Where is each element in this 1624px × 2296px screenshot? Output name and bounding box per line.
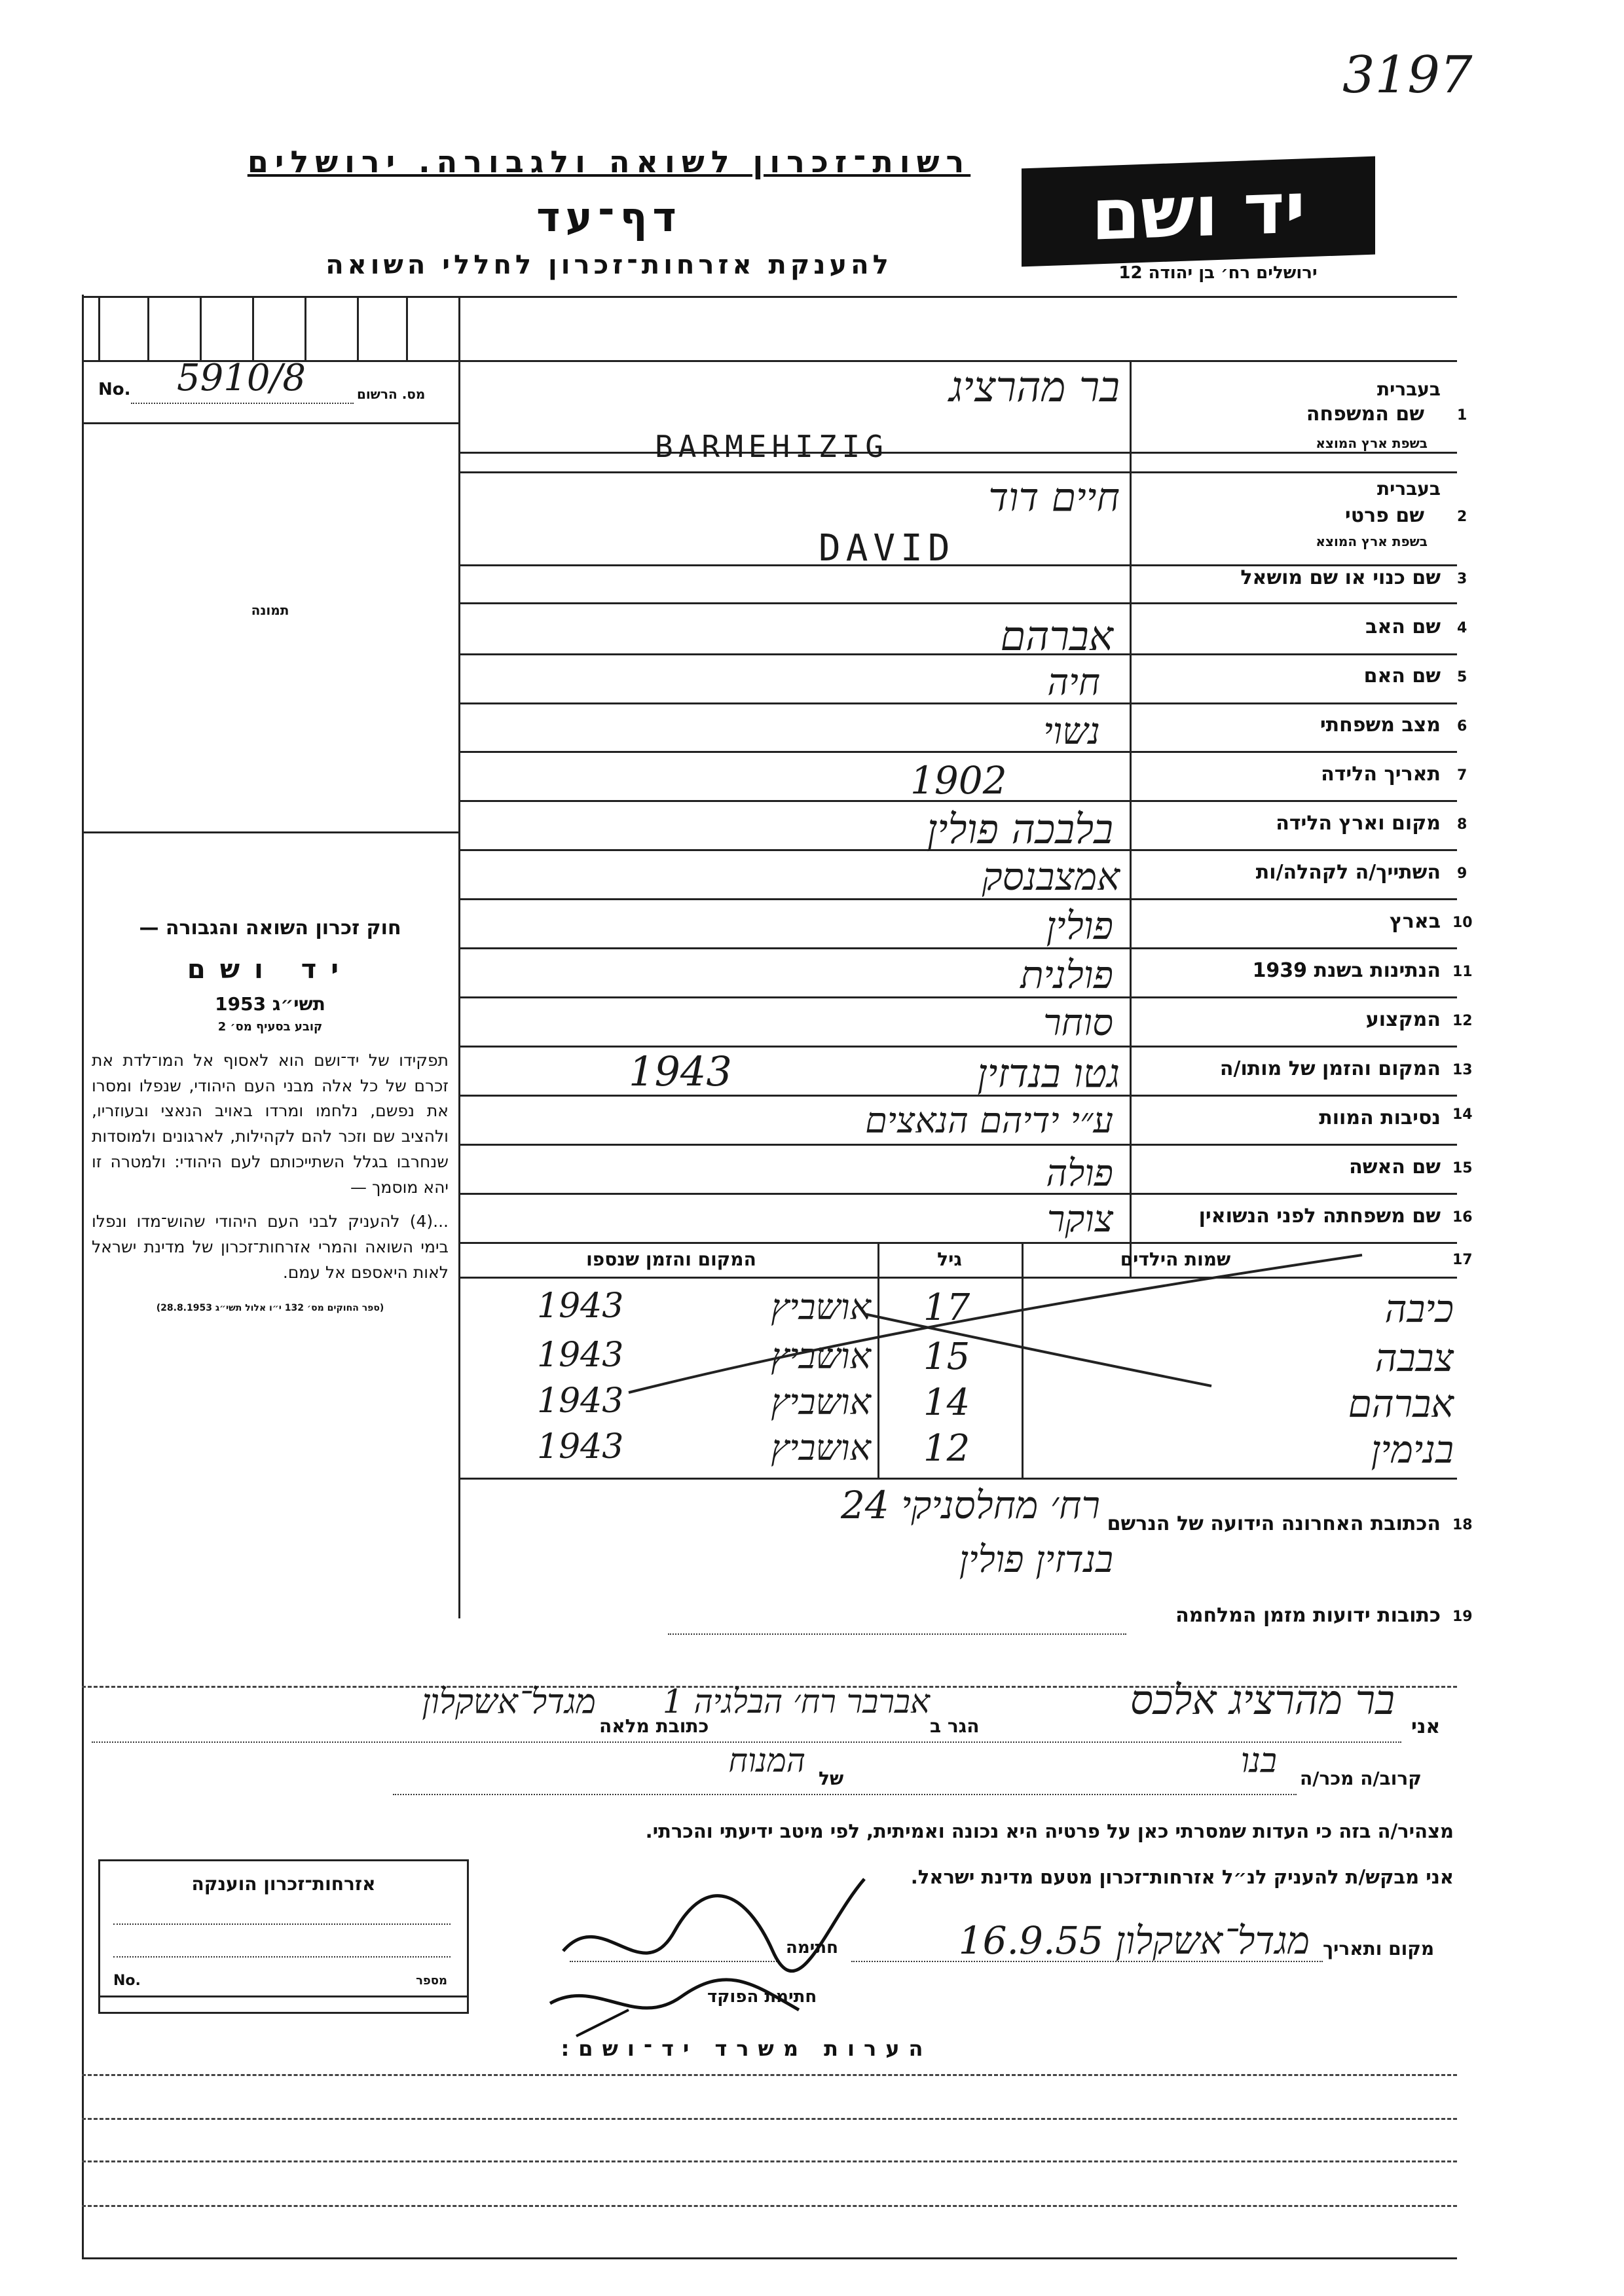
- row-number-11: 11: [1452, 964, 1473, 980]
- row-number-9: 9: [1457, 866, 1467, 882]
- authority-name: רשות־זכרון לשואה ולגבורה. ירושלים: [247, 144, 971, 179]
- of-value: המנוח: [728, 1741, 805, 1779]
- law-paragraph-2: ...(4) להעניק לבני העם היהודי שהוש־מדו ונפלו בימי השואה והמרי אזרחות־זכרון של מדינת ישראל לאות היאספם אל עמם.: [92, 1212, 449, 1282]
- strike-marks: [458, 1242, 1457, 1478]
- signature-scribble: [537, 1853, 877, 2049]
- row-number-18: 18: [1452, 1517, 1473, 1533]
- label-death-place-time: המקום והזמן של מותו/ה: [1219, 1057, 1441, 1080]
- law-title: חוק זכרון השואה והגבורה —: [139, 917, 401, 939]
- archive-number: 3197: [1342, 46, 1473, 105]
- child-age: 14: [923, 1381, 970, 1424]
- declaration-request: אני מבקש/ת להעניק לנ״ל אזרחות־זכרון מטעם מדינת ישראל.: [910, 1866, 1454, 1888]
- value-surname-native: BARMEHIZIG: [655, 429, 889, 464]
- label-marital: מצב משפחתי: [1320, 714, 1441, 737]
- resides-value: אברבר רח׳ הבלגיה 1: [662, 1683, 930, 1721]
- row-number-19: 19: [1452, 1609, 1473, 1625]
- law-paragraph-1: תפקידו של יד־ושם הוא לאסוף אל המו־לדת את זכרם של כל אלה מבני העם היהודי, שנפלו ומסרו את נפשם, נלחמו ומרדו באויב הנאצי ובעוזריו, ולהציב שם וזכר להם לקהילות, לארגונים ולמוסדות שנחרבו בגלל השתייכותם לעם היהודי: ולמטרה זו יהא מוסמך —: [92, 1050, 449, 1197]
- label-mother: שם האם: [1363, 665, 1441, 687]
- child-name: אברהם: [1348, 1381, 1454, 1426]
- child-place: אושביץ: [771, 1427, 871, 1468]
- label-citizenship: הנתינות בשנת 1939: [1252, 959, 1441, 982]
- value-marital: נשוי: [1043, 710, 1100, 753]
- logo-address: ירושלים רח׳ בן יהודה 12: [1118, 263, 1318, 283]
- relative-label: קרוב/ה מכר/ה: [1300, 1768, 1422, 1789]
- label-birth-date: תאריך הלידה: [1321, 763, 1441, 786]
- award-box-number-label: מספר: [416, 1974, 447, 1988]
- in-hebrew-label-2: בעברית: [1376, 478, 1441, 500]
- value-community: אמצבנסק: [982, 854, 1120, 899]
- child-place: אושביץ: [771, 1286, 871, 1328]
- row-number-17: 17: [1452, 1252, 1473, 1268]
- label-wartime-addresses: כתובות ידועות מזמן המלחמה: [1175, 1604, 1441, 1627]
- label-surname: שם המשפחה: [1306, 403, 1424, 426]
- row-number-5: 5: [1457, 669, 1467, 685]
- place-date-label: מקום ותאריך: [1323, 1938, 1435, 1959]
- photo-label: תמונה: [251, 602, 289, 618]
- page-title: דף־עד: [536, 193, 682, 241]
- value-address-line-2: בנדזין פולין: [959, 1539, 1113, 1581]
- official-signature-label: חתימת הפוקד: [707, 1987, 817, 2007]
- value-profession: סוחר: [1043, 1002, 1113, 1044]
- law-clause: קובע בסעיף מס׳ 2: [217, 1019, 323, 1034]
- registration-no-label: No.: [98, 380, 131, 399]
- row-number-10: 10: [1452, 915, 1473, 931]
- law-name: יד ושם: [187, 954, 354, 985]
- law-year: תשי״ג 1953: [215, 993, 325, 1015]
- child-age: 17: [923, 1286, 970, 1329]
- yad-vashem-logo: יד ושם: [1022, 156, 1375, 267]
- law-sidebar: [92, 913, 449, 1315]
- label-birth-place: מקום וארץ הלידה: [1276, 812, 1441, 835]
- value-wife-maiden: צוקר: [1046, 1198, 1113, 1241]
- child-name: בנימין: [1371, 1427, 1454, 1472]
- signature-label: חתימה: [786, 1938, 838, 1958]
- child-age: 15: [923, 1336, 970, 1378]
- row-number-4: 4: [1457, 620, 1467, 636]
- label-age: גיל: [937, 1248, 962, 1270]
- label-place-time-perished: המקום והזמן שנספו: [586, 1248, 756, 1270]
- child-place: אושביץ: [771, 1381, 871, 1423]
- in-native-label-1: בשפת ארץ המוצא: [1316, 435, 1428, 451]
- registration-number: 5910/8: [177, 357, 306, 399]
- value-country: פולין: [1046, 903, 1113, 948]
- label-country: בארץ: [1389, 910, 1441, 933]
- value-death-place: גטו בנדזין: [977, 1051, 1120, 1097]
- award-box-title: אזרחות־זכרון הוענקה: [191, 1873, 376, 1895]
- label-death-circumstances: נסיבות המוות: [1319, 1106, 1441, 1129]
- value-birth-place: בלבכה פולין: [927, 805, 1113, 853]
- value-first-native: DAVID: [819, 527, 955, 570]
- label-wife: שם האשה: [1349, 1156, 1441, 1178]
- row-number-3: 3: [1457, 571, 1467, 587]
- value-birth-date: 1902: [910, 758, 1007, 803]
- row-number-12: 12: [1452, 1013, 1473, 1029]
- value-address-line-1: רח׳ מחלסניקי 24: [840, 1483, 1100, 1527]
- child-year: 1943: [537, 1336, 624, 1375]
- registration-label: מס. הרשום: [357, 386, 426, 402]
- value-death-year: 1943: [629, 1048, 732, 1095]
- child-age: 12: [923, 1427, 970, 1470]
- relative-value: בנו: [1240, 1741, 1277, 1781]
- value-mother: חיה: [1047, 661, 1100, 704]
- in-hebrew-label-1: בעברית: [1376, 378, 1441, 400]
- resides-label: הגר ב: [930, 1715, 980, 1737]
- page-subtitle: להענקת אזרחות־זכרון לחללי השואה: [325, 250, 893, 280]
- child-year: 1943: [537, 1427, 624, 1467]
- row-number-2: 2: [1457, 509, 1467, 525]
- declaration-i-label: אני: [1411, 1715, 1441, 1738]
- declaration-statement: מצהיר/ה בזה כי העדות שמסרתי כאן על פרטיה היא נכונה ואמיתית, לפי מיטב ידיעתי והכרתי.: [645, 1820, 1454, 1842]
- row-number-1: 1: [1457, 407, 1467, 424]
- value-first-hebrew: חיים דוד: [988, 475, 1120, 520]
- place-date-value: מגדל־אשקלון 16.9.55: [958, 1918, 1310, 1963]
- row-number-15: 15: [1452, 1160, 1473, 1176]
- in-native-label-2: בשפת ארץ המוצא: [1316, 534, 1428, 549]
- label-nickname: שם כנוי או שם מושאל: [1240, 566, 1441, 589]
- row-number-13: 13: [1452, 1062, 1473, 1078]
- label-community: השתייך/ה לקהלה/ות: [1255, 861, 1441, 884]
- law-source: (ספר החוקים מס׳ 132 י״ו אלול תשי״ג 28.8.1953): [156, 1302, 384, 1313]
- row-number-14: 14: [1452, 1106, 1473, 1123]
- child-year: 1943: [537, 1381, 624, 1421]
- label-children-names: שמות הילדים: [1120, 1248, 1231, 1270]
- row-number-8: 8: [1457, 816, 1467, 833]
- declarant-name: בר מהרציג אלכס: [1130, 1676, 1395, 1724]
- label-last-address: הכתובת האחרונה הידועה של הנרשם: [1107, 1512, 1441, 1535]
- full-address-label: כתובת מלאה: [599, 1715, 709, 1737]
- award-box: [98, 1859, 469, 2014]
- value-citizenship: פולנית: [1020, 953, 1113, 997]
- label-profession: המקצוע: [1365, 1008, 1441, 1031]
- award-box-no-label: No.: [113, 1973, 141, 1989]
- row-number-7: 7: [1457, 767, 1467, 784]
- full-address-value: מגדל־אשקלון: [422, 1683, 596, 1722]
- label-father: שם האב: [1365, 615, 1441, 638]
- value-wife: פולה: [1046, 1152, 1113, 1195]
- of-label: של: [819, 1768, 844, 1789]
- label-first-name: שם פרטי: [1344, 504, 1424, 527]
- value-death-circumstances: ע״י ידיהם הנאצים: [865, 1100, 1113, 1141]
- remarks-label: הערות משרד יד־ושם:: [561, 2036, 932, 2061]
- value-surname-hebrew: בר מהרציג: [949, 363, 1120, 412]
- child-place: אושביץ: [771, 1336, 871, 1377]
- label-wife-maiden: שם משפחתה לפני הנשואין: [1198, 1205, 1441, 1228]
- value-father: אברהם: [1000, 612, 1113, 660]
- row-number-16: 16: [1452, 1209, 1473, 1226]
- row-number-6: 6: [1457, 718, 1467, 735]
- child-name: כיבה: [1384, 1286, 1454, 1331]
- child-year: 1943: [537, 1286, 624, 1326]
- child-name: צבבה: [1375, 1336, 1454, 1380]
